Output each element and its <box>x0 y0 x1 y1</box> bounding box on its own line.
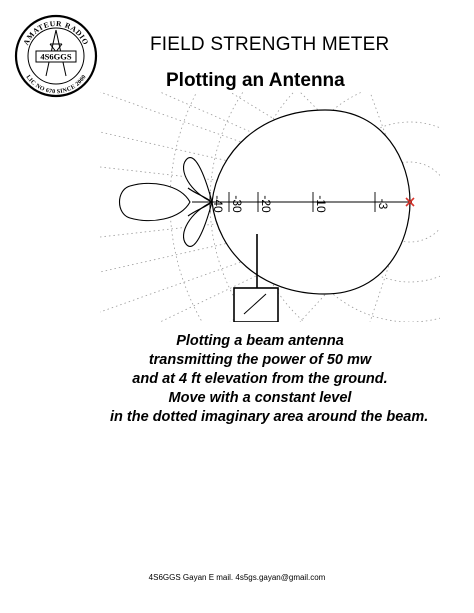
page-title: FIELD STRENGTH METER <box>150 34 390 55</box>
back-lobe <box>120 183 191 220</box>
side-lobe-lower <box>184 202 212 246</box>
description-line: in the dotted imaginary area around the beam. <box>110 409 429 425</box>
page-subtitle: Plotting an Antenna <box>166 70 345 91</box>
scale-label-30: -30 <box>230 195 244 213</box>
scale-label-10: -10 <box>314 195 328 213</box>
description-line: and at 4 ft elevation from the ground. <box>132 371 388 387</box>
logo-ring-top-text: AMATEUR RADIO <box>21 18 91 47</box>
description-line: Move with a constant level <box>168 390 352 406</box>
description-line: Plotting a beam antenna <box>176 333 344 349</box>
svg-text:LIC NO 670 SINCE 2000 <box>24 74 87 95</box>
scale-label-3: -3 <box>376 198 390 210</box>
club-logo <box>14 14 98 98</box>
page-footer: 4S6GGS Gayan E mail. 4s5gs.gayan@gmail.com <box>148 573 326 582</box>
diagram-description <box>110 332 429 427</box>
scale-label-20: -20 <box>259 195 273 213</box>
field-meter-icon <box>234 288 278 322</box>
scale-label-40: -40 <box>211 195 225 213</box>
side-lobe-upper <box>184 158 212 202</box>
logo-ring-bottom-text: LIC NO 670 SINCE 2000 <box>24 74 88 96</box>
logo-callsign: 4S6GGS <box>40 51 72 62</box>
antenna-pattern-diagram <box>100 92 440 322</box>
description-line: transmitting the power of 50 mw <box>148 352 372 368</box>
